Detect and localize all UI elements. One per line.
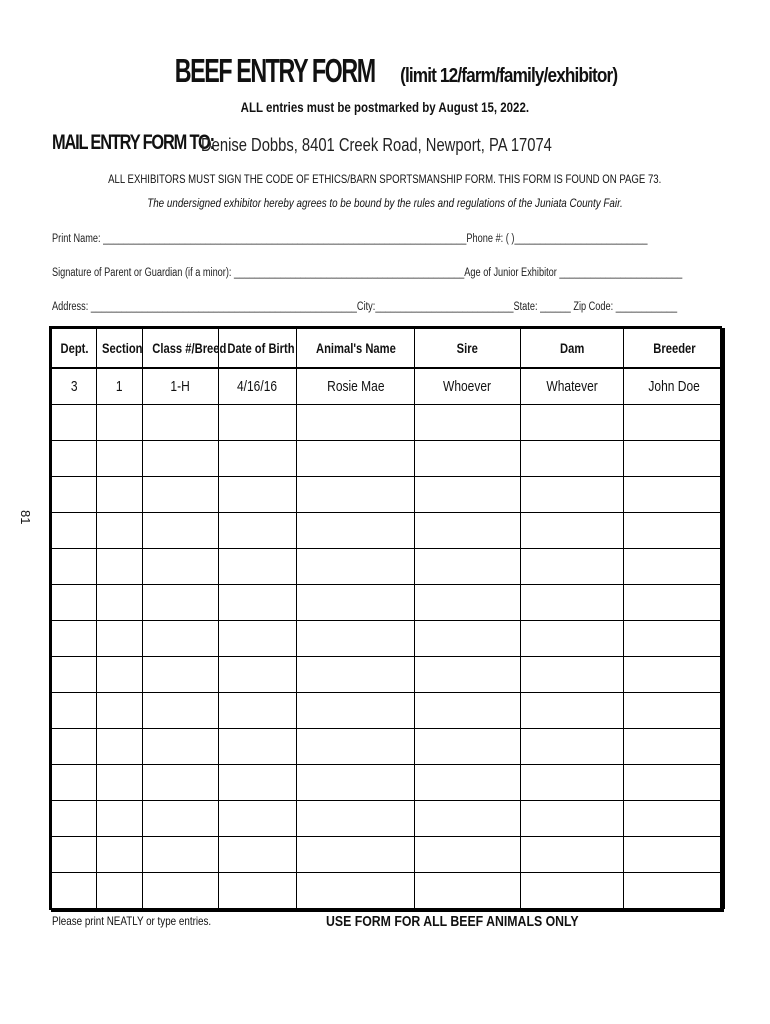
table-cell[interactable]: [521, 837, 624, 873]
table-cell[interactable]: [297, 693, 415, 729]
table-cell[interactable]: [624, 621, 725, 657]
table-cell[interactable]: [219, 801, 297, 837]
column-header-label: Breeder: [652, 340, 696, 356]
table-row: [52, 368, 725, 405]
table-cell[interactable]: [52, 477, 97, 513]
table-cell[interactable]: [219, 657, 297, 693]
table-cell-value: Rosie Mae: [326, 378, 385, 395]
table-cell[interactable]: [52, 801, 97, 837]
page-number: 81: [18, 510, 33, 525]
table-cell-value: John Doe: [648, 378, 700, 395]
table-cell[interactable]: [415, 621, 521, 657]
table-cell[interactable]: [415, 368, 521, 405]
table-cell[interactable]: [297, 657, 415, 693]
form-title: [0, 52, 770, 90]
table-row: [52, 765, 725, 801]
table-cell[interactable]: [143, 441, 219, 477]
table-cell[interactable]: [297, 405, 415, 441]
table-cell[interactable]: [415, 585, 521, 621]
table-cell[interactable]: [415, 837, 521, 873]
table-row: [52, 801, 725, 837]
agreement-text: The undersigned exhibitor hereby agrees to be bound by the rules and regulations of the Juniata County Fair.: [147, 196, 623, 210]
table-cell[interactable]: [97, 513, 143, 549]
table-row: [52, 585, 725, 621]
address-city-state-zip-line[interactable]: Address: ____________________________________________________City:___________________________State: ______ Zip Code: ____________: [52, 301, 678, 313]
table-cell[interactable]: [52, 837, 97, 873]
table-cell[interactable]: [52, 585, 97, 621]
table-cell[interactable]: [521, 585, 624, 621]
table-cell-value: Whatever: [546, 378, 598, 395]
table-cell[interactable]: [219, 693, 297, 729]
column-header-label: Section: [102, 340, 143, 356]
table-cell[interactable]: [415, 405, 521, 441]
table-cell[interactable]: [521, 801, 624, 837]
table-cell[interactable]: [415, 513, 521, 549]
table-cell[interactable]: [297, 729, 415, 765]
table-cell[interactable]: [521, 621, 624, 657]
table-cell[interactable]: [297, 801, 415, 837]
table-cell[interactable]: [97, 621, 143, 657]
table-cell[interactable]: [415, 873, 521, 909]
table-cell[interactable]: [297, 585, 415, 621]
table-cell[interactable]: [297, 765, 415, 801]
table-cell[interactable]: [219, 549, 297, 585]
column-header: [297, 329, 415, 369]
table-row: [52, 513, 725, 549]
form-title-main: BEEF ENTRY FORM: [174, 52, 375, 89]
table-cell[interactable]: [415, 441, 521, 477]
table-cell[interactable]: [97, 657, 143, 693]
table-cell[interactable]: [521, 693, 624, 729]
table-cell[interactable]: [219, 513, 297, 549]
table-cell[interactable]: [97, 585, 143, 621]
table-row: [52, 477, 725, 513]
beef-only-note: USE FORM FOR ALL BEEF ANIMALS ONLY: [326, 913, 579, 930]
table-cell[interactable]: [52, 405, 97, 441]
table-cell[interactable]: [624, 873, 725, 909]
column-header: [97, 329, 143, 369]
table-cell[interactable]: [143, 801, 219, 837]
table-row: [52, 441, 725, 477]
table-row: [52, 873, 725, 909]
table-cell[interactable]: [219, 765, 297, 801]
table-cell[interactable]: [521, 549, 624, 585]
table-cell[interactable]: [624, 801, 725, 837]
table-cell[interactable]: [143, 837, 219, 873]
table-cell[interactable]: [624, 729, 725, 765]
table-cell[interactable]: [97, 873, 143, 909]
table-cell[interactable]: [297, 477, 415, 513]
column-header-label: Sire: [456, 340, 479, 356]
column-header-label: Class #/Breed: [152, 340, 227, 356]
column-header: [143, 329, 227, 369]
table-row: [52, 837, 725, 873]
column-header-label: Date of Birth: [227, 340, 295, 356]
table-cell[interactable]: [143, 549, 219, 585]
column-header: [415, 329, 521, 369]
table-cell[interactable]: [219, 585, 297, 621]
table-cell[interactable]: [624, 368, 725, 405]
postmark-deadline: [0, 99, 770, 115]
table-header-row: [52, 329, 725, 369]
table-cell[interactable]: [97, 765, 143, 801]
table-cell[interactable]: [219, 368, 297, 405]
table-cell[interactable]: [297, 873, 415, 909]
table-cell[interactable]: [624, 585, 725, 621]
column-header-label: Dam: [559, 340, 585, 356]
table-row: [52, 693, 725, 729]
table-row: [52, 729, 725, 765]
table-row: [52, 549, 725, 585]
table-cell-value: 1: [116, 378, 123, 395]
table-cell[interactable]: [521, 513, 624, 549]
table-cell[interactable]: [143, 729, 219, 765]
column-header-label: Animal's Name: [315, 340, 396, 356]
table-cell[interactable]: [219, 405, 297, 441]
table-cell[interactable]: [143, 693, 219, 729]
mail-address: Denise Dobbs, 8401 Creek Road, Newport, PA 17074: [201, 135, 552, 155]
entries-table: [51, 328, 725, 909]
print-name-phone-line[interactable]: Print Name: _______________________________________________________________________Phone #: ( )__________________________: [52, 233, 648, 245]
table-cell[interactable]: [219, 837, 297, 873]
table-cell[interactable]: [219, 621, 297, 657]
table-cell[interactable]: [143, 368, 219, 405]
table-row: [52, 621, 725, 657]
table-cell[interactable]: [297, 441, 415, 477]
table-cell[interactable]: [521, 873, 624, 909]
table-cell[interactable]: [219, 441, 297, 477]
table-cell[interactable]: [624, 513, 725, 549]
table-cell-value: 4/16/16: [237, 378, 278, 395]
table-cell[interactable]: [97, 693, 143, 729]
table-cell-value: 1-H: [170, 378, 191, 395]
table-cell[interactable]: [52, 873, 97, 909]
column-header-label: Dept.: [60, 340, 88, 356]
table-cell[interactable]: [97, 549, 143, 585]
table-cell[interactable]: [52, 765, 97, 801]
table-cell[interactable]: [624, 405, 725, 441]
print-neatly-note: Please print NEATLY or type entries.: [52, 914, 212, 928]
table-cell[interactable]: [624, 477, 725, 513]
column-header: [624, 329, 725, 369]
table-cell[interactable]: [521, 441, 624, 477]
table-cell[interactable]: [52, 693, 97, 729]
table-cell[interactable]: [521, 477, 624, 513]
table-cell[interactable]: [52, 513, 97, 549]
table-cell-value: 3: [70, 378, 78, 395]
table-row: [52, 657, 725, 693]
mail-entry-label: MAIL ENTRY FORM TO:: [52, 131, 214, 154]
table-cell[interactable]: [624, 657, 725, 693]
table-cell-value: Whoever: [443, 378, 492, 395]
table-cell[interactable]: [52, 729, 97, 765]
table-cell[interactable]: [219, 477, 297, 513]
table-cell[interactable]: [297, 368, 415, 405]
table-cell[interactable]: [521, 657, 624, 693]
table-cell[interactable]: [143, 873, 219, 909]
table-cell[interactable]: [97, 729, 143, 765]
table-row: [52, 405, 725, 441]
table-cell[interactable]: [143, 585, 219, 621]
table-cell[interactable]: [143, 477, 219, 513]
table-cell[interactable]: [297, 513, 415, 549]
ethics-notice-text: ALL EXHIBITORS MUST SIGN THE CODE OF ETHICS/BARN SPORTSMANSHIP FORM. THIS FORM IS FOUND ON PAGE 73.: [108, 172, 662, 186]
ethics-notice: [0, 172, 770, 186]
table-cell[interactable]: [415, 549, 521, 585]
table-cell[interactable]: [521, 368, 624, 405]
table-cell[interactable]: [97, 837, 143, 873]
column-header: [521, 329, 624, 369]
table-cell[interactable]: [624, 549, 725, 585]
table-cell[interactable]: [52, 368, 97, 405]
table-cell[interactable]: [97, 801, 143, 837]
postmark-text: ALL entries must be postmarked by August 15, 2022.: [240, 99, 530, 115]
table-cell[interactable]: [624, 693, 725, 729]
table-cell[interactable]: [297, 621, 415, 657]
table-cell[interactable]: [97, 368, 143, 405]
table-cell[interactable]: [624, 837, 725, 873]
table-cell[interactable]: [143, 621, 219, 657]
table-cell[interactable]: [415, 657, 521, 693]
table-cell[interactable]: [521, 405, 624, 441]
table-cell[interactable]: [143, 405, 219, 441]
table-cell[interactable]: [97, 405, 143, 441]
table-cell[interactable]: [415, 801, 521, 837]
column-header: [52, 329, 97, 369]
table-cell[interactable]: [415, 765, 521, 801]
entries-table-frame: [49, 326, 722, 910]
table-cell[interactable]: [219, 873, 297, 909]
table-cell[interactable]: [521, 765, 624, 801]
signature-age-line[interactable]: Signature of Parent or Guardian (if a minor): _____________________________________________Age of Junior Exhibitor ________________________: [52, 267, 683, 279]
table-cell[interactable]: [624, 765, 725, 801]
table-cell[interactable]: [297, 549, 415, 585]
table-cell[interactable]: [52, 621, 97, 657]
table-cell[interactable]: [624, 441, 725, 477]
table-cell[interactable]: [143, 765, 219, 801]
table-cell[interactable]: [52, 441, 97, 477]
table-cell[interactable]: [521, 729, 624, 765]
table-cell[interactable]: [143, 657, 219, 693]
agreement-statement: [0, 196, 770, 210]
table-cell[interactable]: [415, 477, 521, 513]
table-cell[interactable]: [415, 729, 521, 765]
table-cell[interactable]: [219, 729, 297, 765]
form-title-limit: (limit 12/farm/family/exhibitor): [400, 65, 618, 87]
table-cell[interactable]: [415, 693, 521, 729]
table-cell[interactable]: [52, 657, 97, 693]
table-cell[interactable]: [97, 477, 143, 513]
table-cell[interactable]: [52, 549, 97, 585]
table-cell[interactable]: [297, 837, 415, 873]
table-cell[interactable]: [143, 513, 219, 549]
column-header: [219, 329, 297, 369]
table-body: [52, 368, 725, 909]
table-cell[interactable]: [97, 441, 143, 477]
